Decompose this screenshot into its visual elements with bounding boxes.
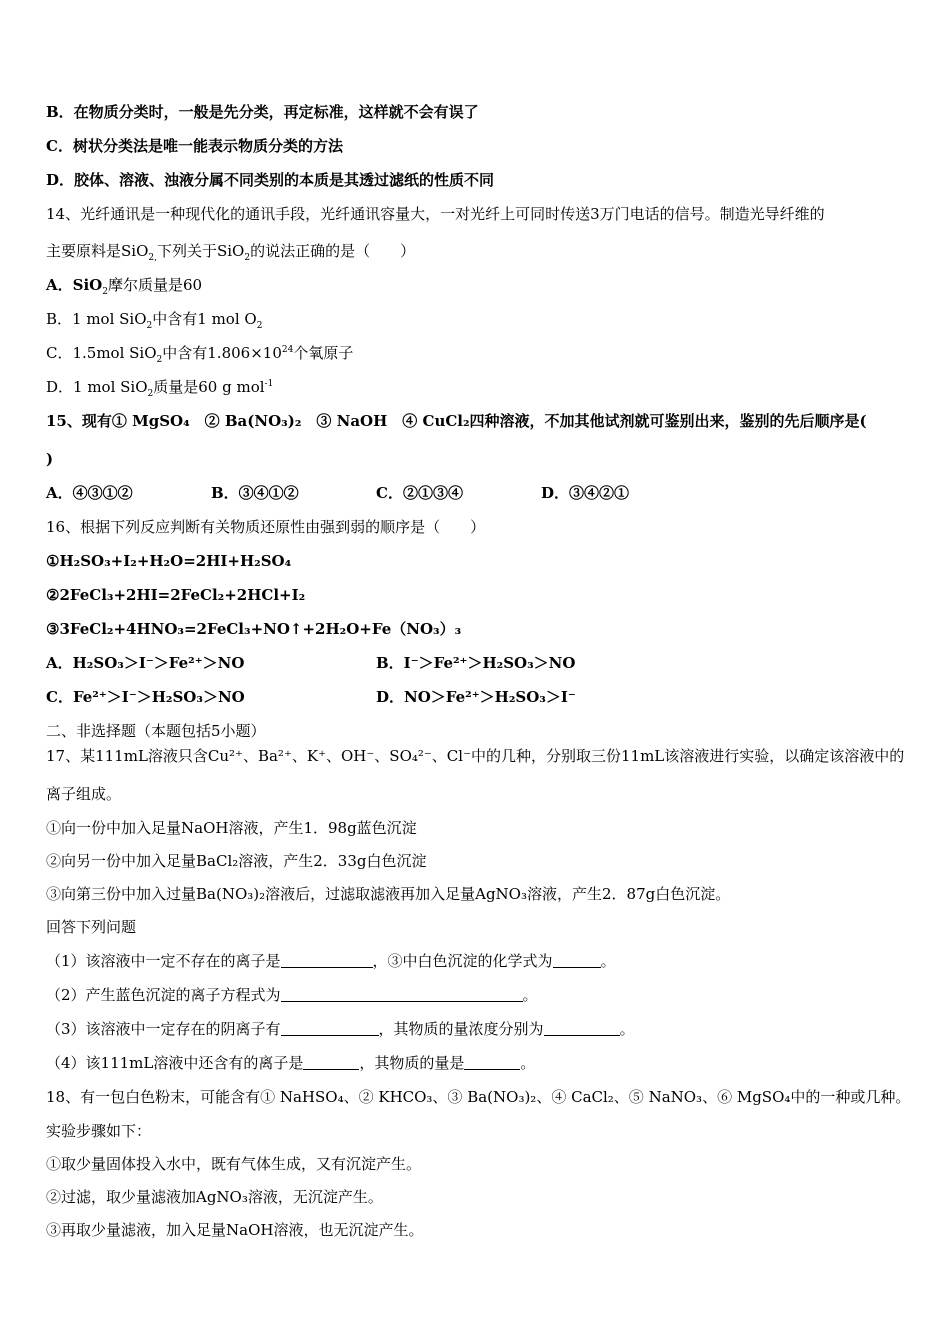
q16-reaction-3: ③3FeCl₂+4HNO₃=2FeCl₃+NO↑+2H₂O+Fe（NO₃）₃ bbox=[46, 620, 462, 638]
q18-steps-heading: 实验步骤如下： bbox=[46, 1122, 152, 1140]
q15-stem-line2: ) bbox=[46, 450, 54, 468]
answer-blank[interactable] bbox=[281, 1021, 379, 1036]
answer-blank[interactable] bbox=[544, 1021, 620, 1036]
q16-option-c: C．Fe²⁺＞I⁻＞H₂SO₃＞NO bbox=[46, 688, 245, 706]
q16-option-d: D．NO＞Fe²⁺＞H₂SO₃＞I⁻ bbox=[376, 688, 576, 706]
q17-part-2: （2）产生蓝色沉淀的离子方程式为 。 bbox=[46, 986, 538, 1004]
q17-stem-line1: 17、某111mL溶液只含Cu²⁺、Ba²⁺、K⁺、OH⁻、SO₄²⁻、Cl⁻中的几种，分别取三份11mL该溶液进行实验，以确定该溶液中的 bbox=[46, 747, 905, 765]
q17-stem-line2: 离子组成。 bbox=[46, 785, 122, 803]
q17-prompt: 回答下列问题 bbox=[46, 918, 137, 936]
answer-blank[interactable] bbox=[281, 987, 523, 1002]
answer-blank[interactable] bbox=[553, 953, 601, 968]
section-heading: 二、非选择题（本题包括5小题） bbox=[46, 722, 266, 740]
q14-option-b: B．1 mol SiO$_2$中含有1 mol $O_2$ bbox=[46, 310, 263, 331]
q15-option-d: D．③④②① bbox=[541, 484, 630, 502]
q16-option-b: B．I⁻＞Fe²⁺＞H₂SO₃＞NO bbox=[376, 654, 576, 672]
q16-reaction-1: ①H₂SO₃+I₂+H₂O=2HI+H₂SO₄ bbox=[46, 552, 292, 570]
q17-step-1: ①向一份中加入足量NaOH溶液，产生1．98g蓝色沉淀 bbox=[46, 819, 417, 837]
q15-option-c: C．②①③④ bbox=[376, 484, 463, 502]
answer-blank[interactable] bbox=[464, 1055, 520, 1070]
q16-reaction-2: ②2FeCl₃+2HI=2FeCl₂+2HCl+I₂ bbox=[46, 586, 306, 604]
q15-stem-line1: 15、现有① MgSO₄ ② Ba(NO₃)₂ ③ NaOH ④ CuCl₂四种溶液，不加其他试剂就可鉴别出来，鉴别的先后顺序是( bbox=[46, 412, 867, 430]
q16-option-a: A．H₂SO₃＞I⁻＞Fe²⁺＞NO bbox=[46, 654, 245, 672]
q18-stem: 18、有一包白色粉末，可能含有① NaHSO₄、② KHCO₃、③ Ba(NO₃)₂、④ CaCl₂、⑤ NaNO₃、⑥ MgSO₄中的一种或几种。 bbox=[46, 1088, 911, 1106]
q14-stem-line2: 主要原料是SiO$_{2,}$下列关于SiO$_2$的说法正确的是（ ） bbox=[46, 242, 416, 263]
answer-blank[interactable] bbox=[281, 953, 373, 968]
q17-part-1: （1）该溶液中一定不存在的离子是 ，③中白色沉淀的化学式为 。 bbox=[46, 952, 616, 970]
q18-step-1: ①取少量固体投入水中，既有气体生成，又有沉淀产生。 bbox=[46, 1155, 422, 1173]
q17-part-4: （4）该111mL溶液中还含有的离子是 ，其物质的量是 。 bbox=[46, 1054, 536, 1072]
q13-option-c: C．树状分类法是唯一能表示物质分类的方法 bbox=[46, 137, 343, 155]
q15-option-b: B．③④①② bbox=[211, 484, 299, 502]
q14-option-d: D．1 mol SiO$_2$质量是60 g mol$^{-1}$ bbox=[46, 378, 274, 399]
q13-option-d: D．胶体、溶液、浊液分属不同类别的本质是其透过滤纸的性质不同 bbox=[46, 171, 495, 189]
q15-option-a: A．④③①② bbox=[46, 484, 133, 502]
q18-step-2: ②过滤，取少量滤液加AgNO₃溶液，无沉淀产生。 bbox=[46, 1188, 383, 1206]
q17-step-2: ②向另一份中加入足量BaCl₂溶液，产生2．33g白色沉淀 bbox=[46, 852, 427, 870]
q14-stem-line1: 14、光纤通讯是一种现代化的通讯手段，光纤通讯容量大，一对光纤上可同时传送3万门电话的信号。制造光导纤维的 bbox=[46, 205, 825, 223]
q14-option-a: A．SiO$_2$摩尔质量是60 bbox=[46, 276, 203, 297]
q18-step-3: ③再取少量滤液，加入足量NaOH溶液，也无沉淀产生。 bbox=[46, 1221, 424, 1239]
q13-option-b: B．在物质分类时，一般是先分类，再定标准，这样就不会有误了 bbox=[46, 103, 479, 121]
q14-option-c: C．1.5mol SiO$_2$中含有$1.806\times 10^{24}$个氧原子 bbox=[46, 344, 354, 365]
q16-stem: 16、根据下列反应判断有关物质还原性由强到弱的顺序是（ ） bbox=[46, 518, 486, 536]
answer-blank[interactable] bbox=[303, 1055, 359, 1070]
q17-part-3: （3）该溶液中一定存在的阴离子有 ，其物质的量浓度分别为 。 bbox=[46, 1020, 635, 1038]
q17-step-3: ③向第三份中加入过量Ba(NO₃)₂溶液后，过滤取滤液再加入足量AgNO₃溶液，产生2．87g白色沉淀。 bbox=[46, 885, 731, 903]
